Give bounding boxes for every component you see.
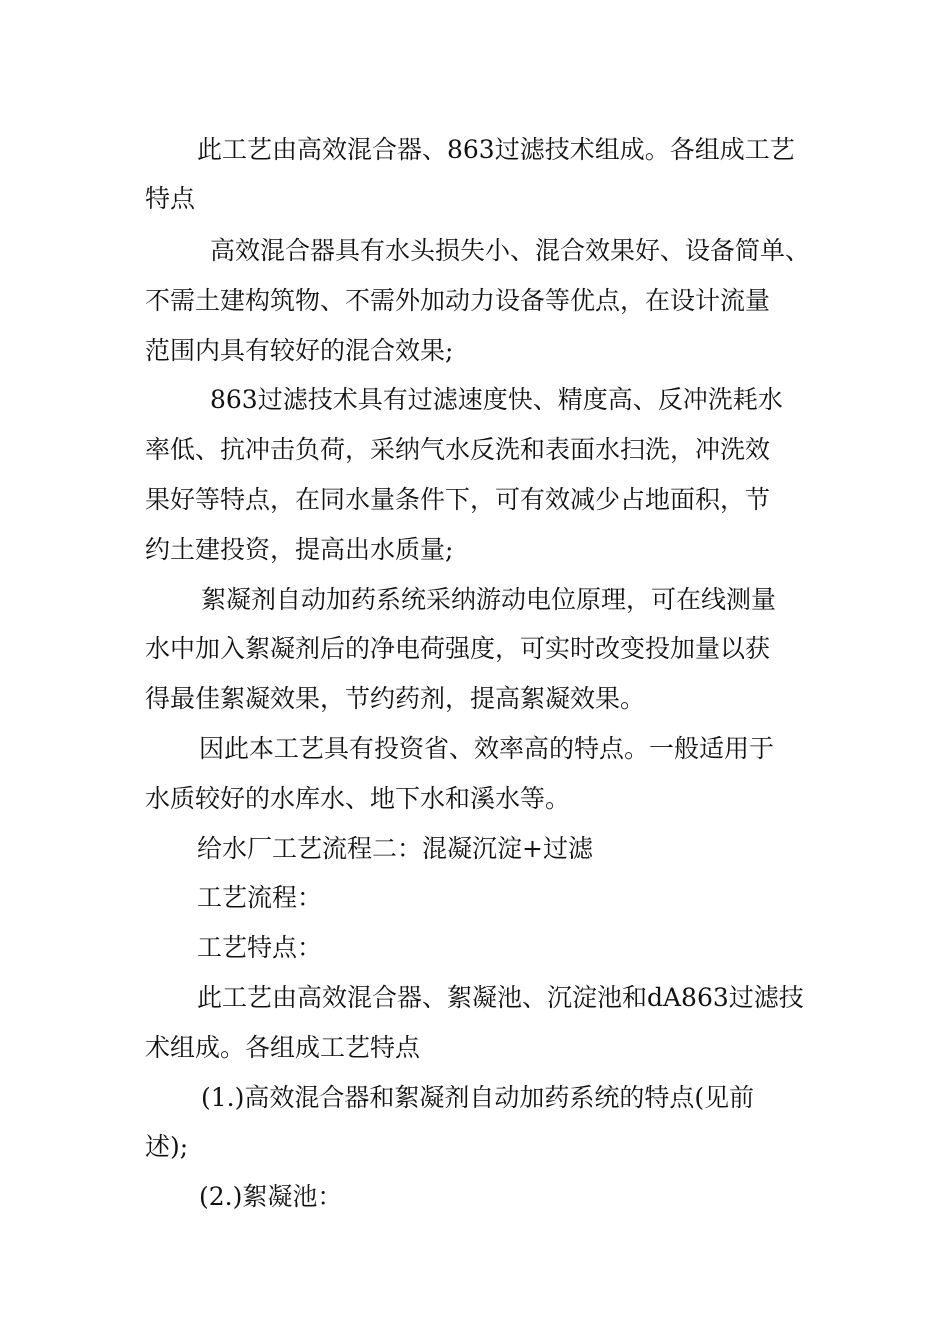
- list-item-1-line-1: (1.)高效混合器和絮凝剂自动加药系统的特点(见前: [201, 1083, 755, 1112]
- paragraph-3-line-2: 率低、抗冲击负荷，采纳气水反洗和表面水扫洗，冲洗效: [145, 435, 771, 464]
- paragraph-4-line-1: 絮凝剂自动加药系统采纳游动电位原理，可在线测量: [201, 585, 777, 614]
- paragraph-9-line-1: 此工艺由高效混合器、絮凝池、沉淀池和dA863过滤技: [197, 983, 804, 1012]
- paragraph-3-line-1: 863过滤技术具有过滤速度快、精度高、反冲洗耗水: [210, 385, 783, 414]
- list-item-1-line-2: 述);: [145, 1132, 189, 1161]
- paragraph-4-line-2: 水中加入絮凝剂后的净电荷强度，可实时改变投加量以获: [145, 634, 771, 663]
- process-features-label: 工艺特点：: [197, 933, 323, 962]
- paragraph-2-line-2: 不需土建构筑物、不需外加动力设备等优点，在设计流量: [145, 286, 771, 315]
- paragraph-3-line-4: 约土建投资，提高出水质量;: [145, 535, 454, 564]
- paragraph-5-line-1: 因此本工艺具有投资省、效率高的特点。一般适用于: [199, 734, 775, 763]
- paragraph-4-line-3: 得最佳絮凝效果，节约药剂，提高絮凝效果。: [145, 684, 646, 713]
- section-heading-process-two: 给水厂工艺流程二：混凝沉淀+过滤: [197, 834, 593, 863]
- paragraph-1-line-1: 此工艺由高效混合器、863过滤技术组成。各组成工艺: [197, 135, 795, 164]
- list-item-2: (2.)絮凝池：: [199, 1182, 343, 1211]
- paragraph-2-line-1: 高效混合器具有水头损失小、混合效果好、设备简单、: [210, 236, 811, 265]
- paragraph-9-line-2: 术组成。各组成工艺特点: [145, 1033, 421, 1062]
- process-flow-label: 工艺流程：: [197, 883, 323, 912]
- paragraph-2-line-3: 范围内具有较好的混合效果;: [145, 336, 454, 365]
- paragraph-1-line-2: 特点: [145, 184, 196, 213]
- paragraph-5-line-2: 水质较好的水库水、地下水和溪水等。: [145, 784, 571, 813]
- paragraph-3-line-3: 果好等特点，在同水量条件下，可有效减少占地面积，节: [145, 485, 771, 514]
